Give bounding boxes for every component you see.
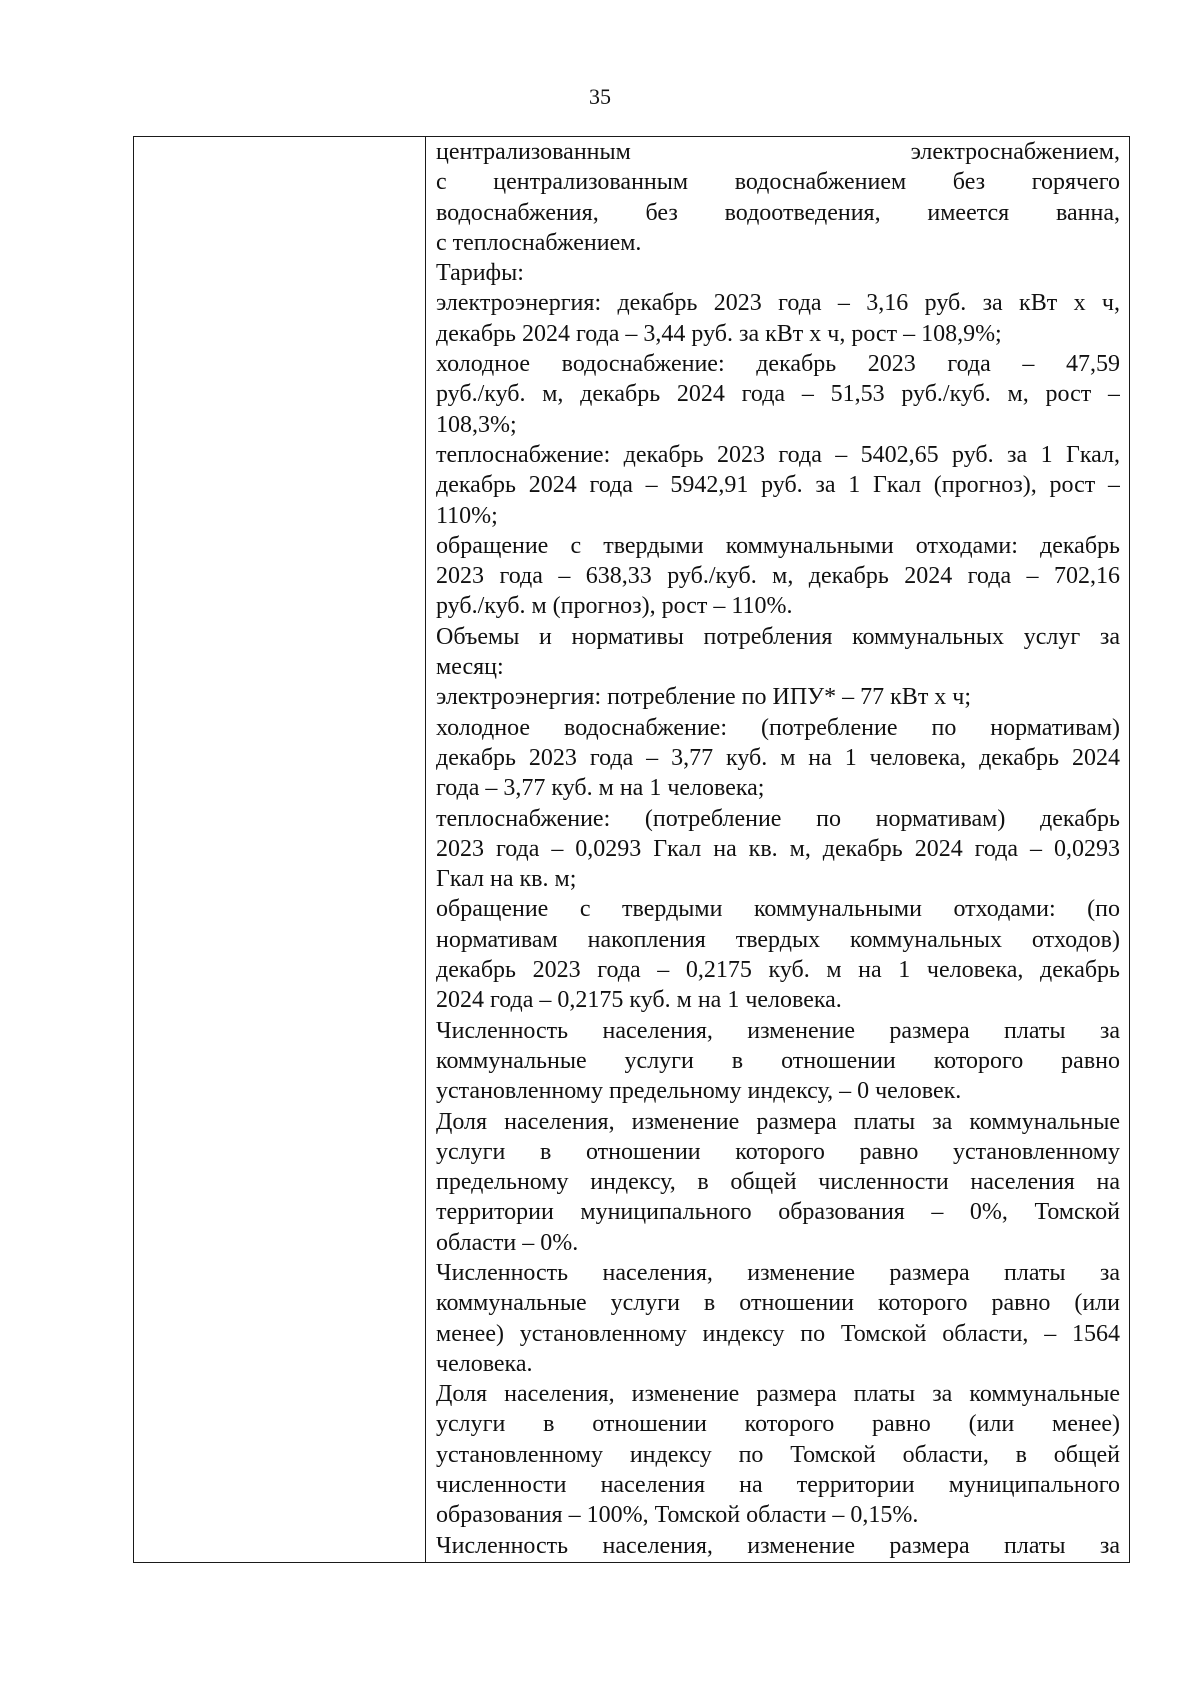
text-line: 110%;: [436, 502, 498, 529]
text-line: человека.: [436, 1350, 533, 1377]
text-line: Доля населения, изменение размера платы за коммунальные: [436, 1381, 1120, 1408]
text-line: численности населения на территории муниципального: [436, 1472, 1120, 1499]
text-line: руб./куб. м (прогноз), рост – 110%.: [436, 593, 793, 620]
text-line: водоснабжения, без водоотведения, имеется ванна,: [436, 199, 1120, 226]
text-line: области – 0%.: [436, 1229, 579, 1256]
text-line: коммунальные услуги в отношении которого равно: [436, 1047, 1120, 1074]
text-line: коммунальные услуги в отношении которого равно (или: [436, 1290, 1120, 1317]
text-line: месяц:: [436, 654, 504, 681]
text-line: 2024 года – 0,2175 куб. м на 1 человека.: [436, 987, 842, 1014]
text-line: электроэнергия: декабрь 2023 года – 3,16 руб. за кВт х ч,: [436, 290, 1120, 317]
text-line: года – 3,77 куб. м на 1 человека;: [436, 775, 765, 802]
text-line: установленному предельному индексу, – 0 человек.: [436, 1078, 962, 1105]
text-line: услуги в отношении которого равно установленному: [436, 1138, 1120, 1165]
text-line: с централизованным водоснабжением без горячего: [436, 169, 1120, 196]
text-line: территории муниципального образования – 0%, Томской: [436, 1199, 1120, 1226]
text-line: Тарифы:: [436, 260, 524, 287]
table-left-cell: [134, 137, 426, 1562]
text-line: нормативам накопления твердых коммунальных отходов): [436, 926, 1120, 953]
text-line: холодное водоснабжение: (потребление по нормативам): [436, 714, 1120, 741]
text-line: холодное водоснабжение: декабрь 2023 года – 47,59: [436, 351, 1120, 378]
text-line: 108,3%;: [436, 411, 517, 438]
text-line: теплоснабжение: декабрь 2023 года – 5402,65 руб. за 1 Гкал,: [436, 441, 1120, 468]
text-line: 2023 года – 0,0293 Гкал на кв. м, декабрь 2024 года – 0,0293: [436, 835, 1120, 862]
text-line: централизованным электроснабжением,: [436, 139, 1120, 165]
text-line: обращение с твердыми коммунальными отходами: декабрь: [436, 532, 1120, 559]
table-right-cell: [426, 137, 1129, 1562]
text-line: декабрь 2024 года – 3,44 руб. за кВт х ч, рост – 108,9%;: [436, 320, 1002, 347]
text-line: Объемы и нормативы потребления коммунальных услуг за: [436, 623, 1120, 650]
text-line: установленному индексу по Томской области, в общей: [436, 1441, 1120, 1468]
text-line: с теплоснабжением.: [436, 229, 642, 256]
text-line: Доля населения, изменение размера платы за коммунальные: [436, 1108, 1120, 1135]
text-line: предельному индексу, в общей численности населения на: [436, 1169, 1120, 1196]
text-line: обращение с твердыми коммунальными отходами: (по: [436, 896, 1120, 923]
text-line: 2023 года – 638,33 руб./куб. м, декабрь 2024 года – 702,16: [436, 563, 1120, 590]
text-line: декабрь 2023 года – 3,77 куб. м на 1 человека, декабрь 2024: [436, 744, 1120, 771]
text-line: Численность населения, изменение размера платы за: [436, 1259, 1120, 1286]
page-number: 35: [589, 84, 611, 109]
content-table: [133, 136, 1130, 1563]
text-line: теплоснабжение: (потребление по нормативам) декабрь: [436, 805, 1120, 832]
text-line: Численность населения, изменение размера платы за: [436, 1532, 1120, 1559]
text-line: Гкал на кв. м;: [436, 866, 577, 893]
text-line: образования – 100%, Томской области – 0,15%.: [436, 1502, 919, 1529]
text-line: менее) установленному индексу по Томской области, – 1564: [436, 1320, 1120, 1347]
text-line: руб./куб. м, декабрь 2024 года – 51,53 руб./куб. м, рост –: [436, 381, 1120, 408]
text-line: Численность населения, изменение размера платы за: [436, 1017, 1120, 1044]
text-line: декабрь 2023 года – 0,2175 куб. м на 1 человека, декабрь: [436, 957, 1120, 984]
text-line: электроэнергия: потребление по ИПУ* – 77 кВт х ч;: [436, 684, 972, 711]
text-line: декабрь 2024 года – 5942,91 руб. за 1 Гкал (прогноз), рост –: [436, 472, 1120, 499]
text-line: услуги в отношении которого равно (или менее): [436, 1411, 1120, 1438]
